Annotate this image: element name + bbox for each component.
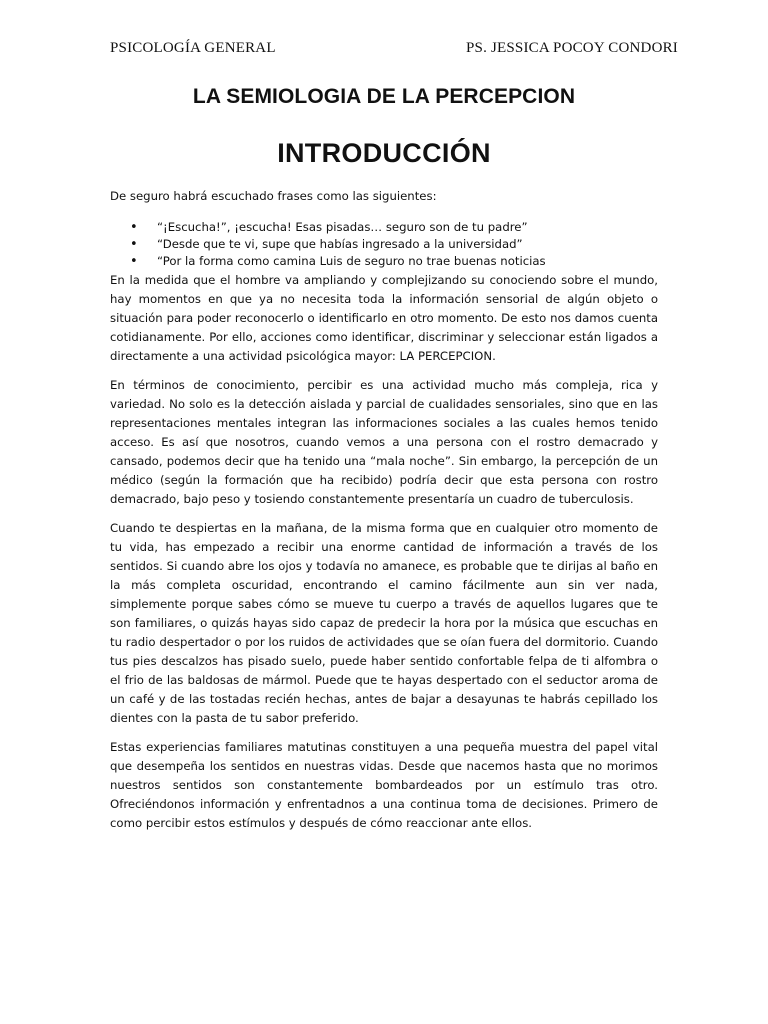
paragraph: Estas experiencias familiares matutinas constituyen a una pequeña muestra del papel vital que desempeña los sentidos en nuestras vidas. Desde que nacemos hasta que no morimos nuestros sentidos son constantemente bombardeados por un estímulo tras otro. Ofreciéndonos información y enfrentadnos a una continua toma de decisiones. Primero de como percibir estos estímulos y después de cómo reaccionar ante ellos.: [110, 740, 658, 830]
list-item: • “¡Escucha!”, ¡escucha! Esas pisadas… seguro son de tu padre”: [157, 219, 658, 236]
document-body: [110, 187, 658, 843]
section-heading: INTRODUCCIÓN: [277, 138, 491, 168]
paragraph: En la medida que el hombre va ampliando y complejizando su conociendo sobre el mundo, hay momentos en que ya no necesita toda la información sensorial de algún objeto o situación para poder reconocerlo o identificarlo en otro momento. De esto nos damos cuenta cotidianamente. Por ello, acciones como identificar, discriminar y seleccionar están ligados a directamente a una actividad psicológica mayor: LA PERCEPCION.: [110, 273, 658, 363]
header-author: PS. JESSICA POCOY CONDORI: [466, 40, 678, 56]
header-course: PSICOLOGÍA GENERAL: [110, 40, 276, 56]
paragraph: Cuando te despiertas en la mañana, de la misma forma que en cualquier otro momento de tu vida, has empezado a recibir una enorme cantidad de información a través de los sentidos. Si cuando abre los ojos y todavía no amanece, es probable que te dirijas al baño en la más completa oscuridad, encontrando el camino fácilmente aun sin ver nada, simplemente porque sabes cómo se mueve tu cuerpo a través de aquellos lugares que te son familiares, o quizás hayas sido capaz de predecir la hora por la música que escuchas en tu radio despertador o por los ruidos de actividades que se oían fuera del dormitorio. Cuando tus pies descalzos has pisado suelo, puede haber sentido confortable felpa de ti alfombra o el frio de las baldosas de mármol. Puede que te hayas despertado con el seductor aroma de un café y de las tostadas recién hechas, antes de bajar a desayunas te habrás cepillado los dientes con la pasta de tu sabor preferido.: [110, 521, 658, 725]
lead-sentence: De seguro habrá escuchado frases como las siguientes:: [110, 189, 437, 203]
list-item: • “Por la forma como camina Luis de seguro no trae buenas noticias: [157, 253, 658, 270]
document-title: LA SEMIOLOGIA DE LA PERCEPCION: [192, 85, 576, 108]
quote-list: [110, 219, 658, 270]
list-item: • “Desde que te vi, supe que habías ingresado a la universidad”: [157, 236, 658, 253]
paragraph: En términos de conocimiento, percibir es una actividad mucho más compleja, rica y variedad. No solo es la detección aislada y parcial de cualidades sensoriales, sino que en las representaciones mentales integran las informaciones sociales a las cuales hemos tenido acceso. Es así que nosotros, cuando vemos a una persona con el rostro demacrado y cansado, podemos decir que ha tenido una “mala noche”. Sin embargo, la percepción de un médico (según la formación que ha recibido) podría decir que esta persona con rostro demacrado, bajo peso y tosiendo constantemente presentaría un cuadro de tuberculosis.: [110, 378, 658, 506]
